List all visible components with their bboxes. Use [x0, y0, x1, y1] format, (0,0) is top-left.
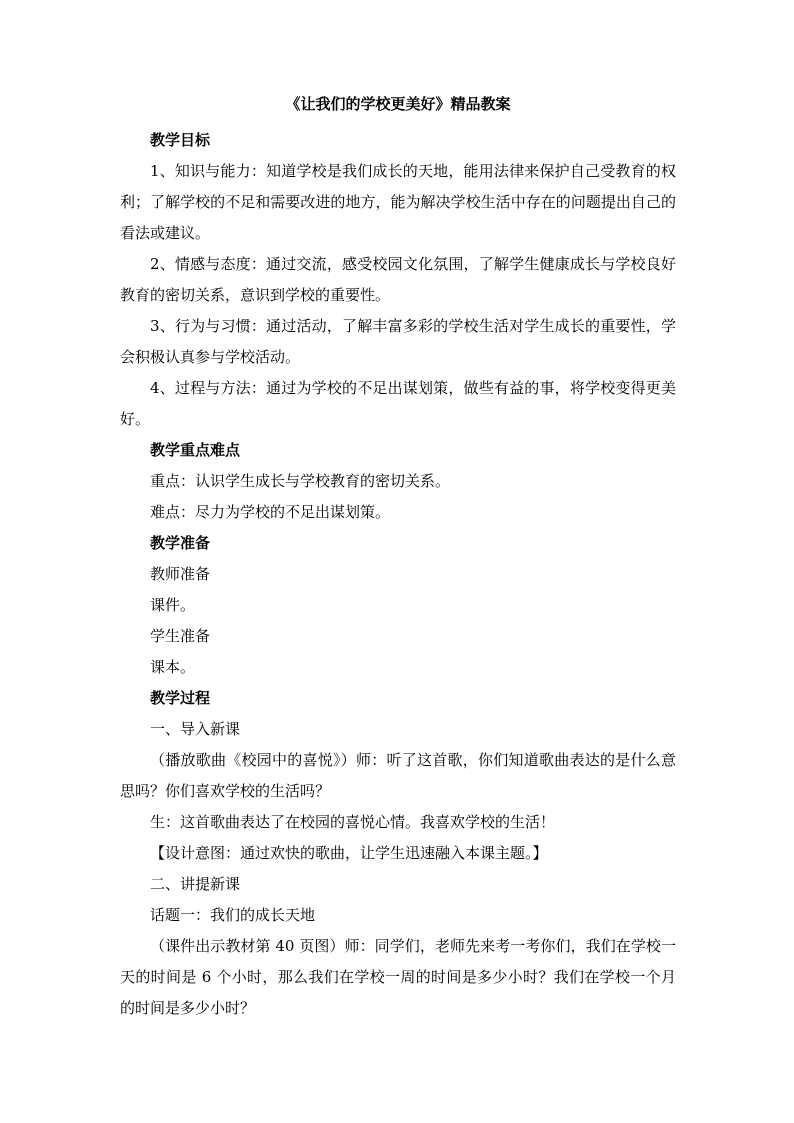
- topic-1-paragraph: （课件出示教材第 40 页图）师：同学们，老师先来考一考你们，我们在学校一天的时间是 6 个小时，那么我们在学校一周的时间是多少小时？我们在学校一个月的时间是多少小时？: [120, 937, 676, 1017]
- key-points-heading: 教学重点难点: [150, 441, 241, 459]
- goal-paragraph-1: 1、知识与能力：知道学校是我们成长的天地，能用法律来保护自己受教育的权利；了解学校的不足和需要改进的地方，能为解决学校生活中存在的问题提出自己的看法或建议。: [120, 162, 676, 242]
- teacher-prep-text: 课件。: [150, 596, 196, 614]
- step-1-teacher-paragraph: （播放歌曲《校园中的喜悦》）师：听了这首歌，你们知道歌曲表达的是什么意思吗？你们喜欢学校的生活吗？: [120, 751, 676, 800]
- goal-paragraph-4: 4、过程与方法：通过为学校的不足出谋划策，做些有益的事，将学校变得更美好。: [120, 379, 676, 428]
- step-1-design-note: 【设计意图：通过欢快的歌曲，让学生迅速融入本课主题。】: [150, 844, 548, 862]
- topic-1-heading: 话题一：我们的成长天地: [150, 906, 316, 924]
- step-2-heading: 二、讲提新课: [150, 875, 241, 893]
- key-point-paragraph: 重点：认识学生成长与学校教育的密切关系。: [150, 472, 451, 490]
- document-title: 《让我们的学校更美好》精品教案: [285, 95, 511, 113]
- teacher-prep-label: 教师准备: [150, 565, 211, 583]
- prep-heading: 教学准备: [150, 534, 211, 552]
- goals-heading: 教学目标: [150, 131, 211, 149]
- step-1-student-paragraph: 生：这首歌曲表达了在校园的喜悦心情。我喜欢学校的生活！: [150, 813, 556, 831]
- student-prep-label: 学生准备: [150, 627, 211, 645]
- document-page: [120, 94, 676, 1024]
- difficulty-paragraph: 难点：尽力为学校的不足出谋划策。: [150, 503, 391, 521]
- step-1-heading: 一、导入新课: [150, 720, 241, 738]
- process-heading: 教学过程: [150, 689, 211, 707]
- goal-paragraph-3: 3、行为与习惯：通过活动，了解丰富多彩的学校生活对学生成长的重要性，学会积极认真参与学校活动。: [120, 317, 676, 366]
- student-prep-text: 课本。: [150, 658, 196, 676]
- goal-paragraph-2: 2、情感与态度：通过交流，感受校园文化氛围，了解学生健康成长与学校良好教育的密切关系，意识到学校的重要性。: [120, 255, 676, 304]
